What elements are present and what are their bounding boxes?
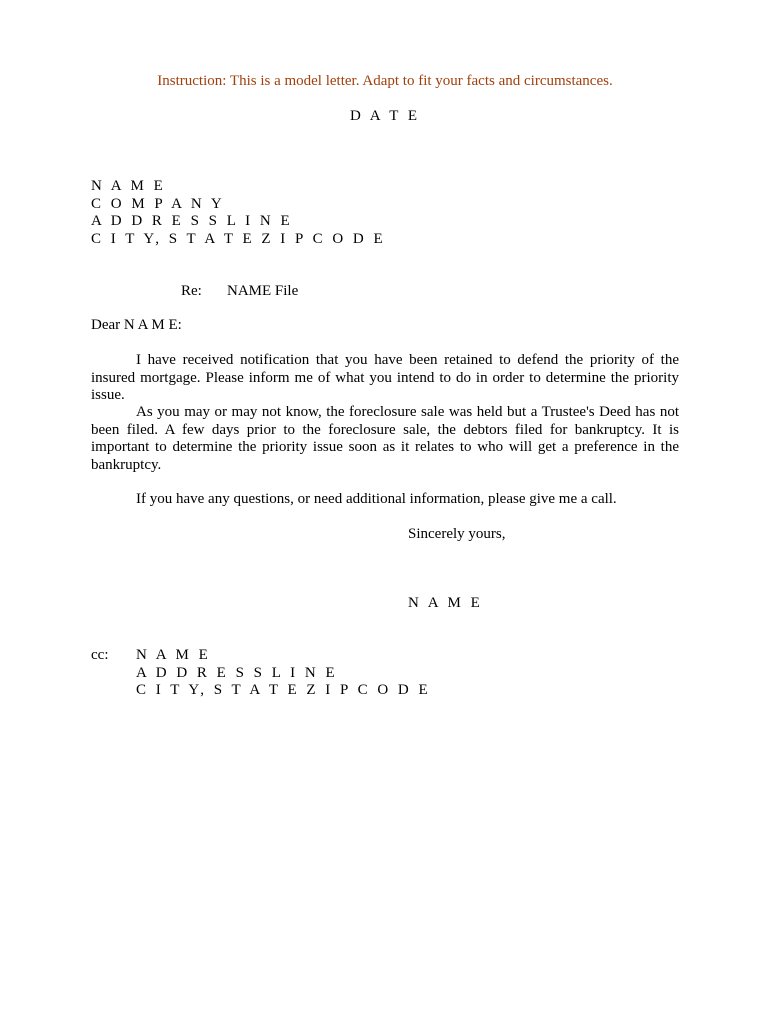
recipient-name: N A M E: [91, 178, 166, 194]
recipient-address-line: A D D R E S S L I N E: [91, 213, 293, 229]
salutation: Dear N A M E:: [91, 317, 182, 333]
cc-address-block: [136, 647, 431, 700]
recipient-city-line: C I T Y, S T A T E Z I P C O D E: [91, 230, 386, 247]
cc-address-line: A D D R E S S L I N E: [136, 664, 338, 681]
body-paragraph-2: As you may or may not know, the foreclosure sale was held but a Trustee's Deed has not been filed. A few days prior to the foreclosure sale, the debtors filed for bankruptcy. It is important to determine the priority issue soon as it relates to who will get a preference in the bankruptcy.: [91, 404, 679, 473]
signer-name: N A M E: [408, 595, 483, 611]
closing: Sincerely yours,: [408, 526, 506, 542]
recipient-company: C O M P A N Y: [91, 195, 225, 212]
cc-name: N A M E: [136, 647, 211, 663]
re-value: NAME File: [227, 283, 299, 299]
body-paragraph-1: I have received notification that you have been retained to defend the priority of the insured mortgage. Please inform me of what you intend to do in order to determine the priority issue.: [91, 352, 679, 403]
cc-label: cc:: [91, 647, 109, 663]
letter-date: D A T E: [349, 108, 421, 124]
instruction-note: Instruction: This is a model letter. Adapt to fit your facts and circumstances.: [157, 73, 613, 89]
recipient-address-block: [91, 178, 386, 248]
body-paragraph-3: If you have any questions, or need additional information, please give me a call.: [136, 491, 617, 507]
re-label: Re:: [181, 283, 202, 299]
cc-city-line: C I T Y, S T A T E Z I P C O D E: [136, 682, 431, 698]
